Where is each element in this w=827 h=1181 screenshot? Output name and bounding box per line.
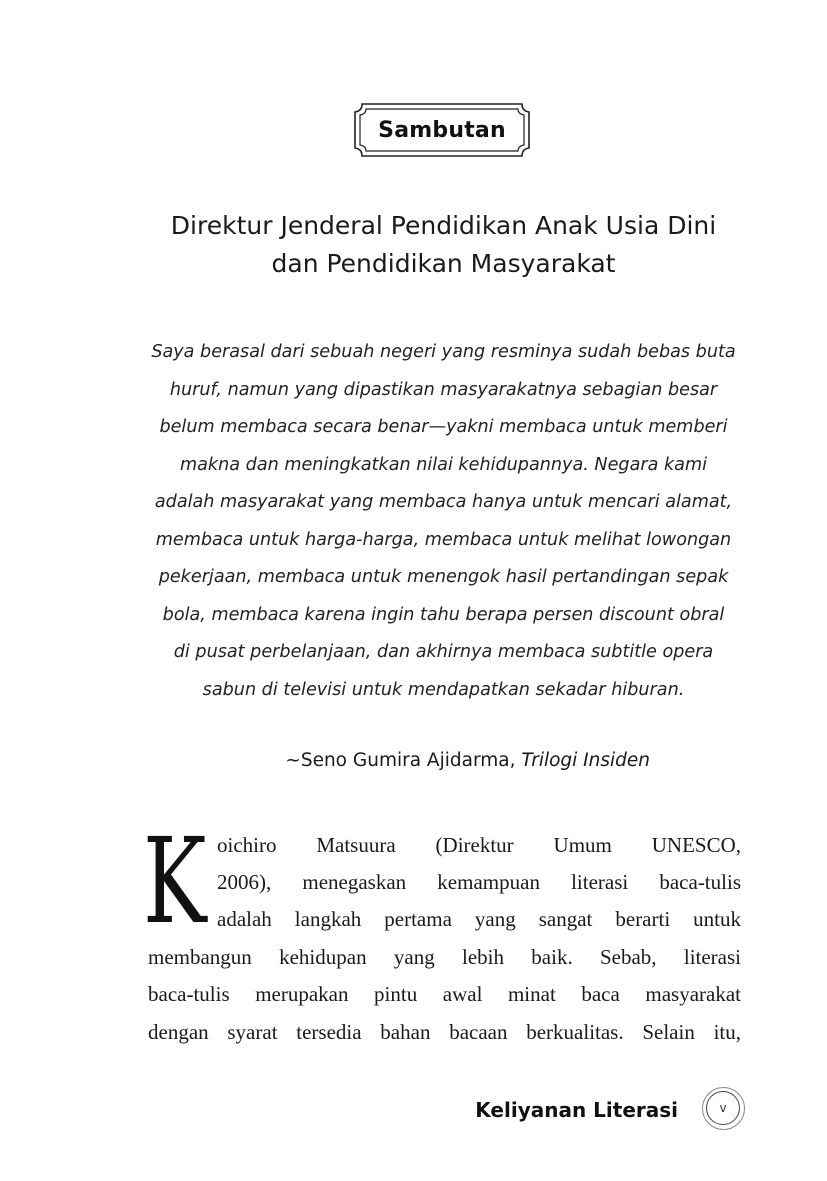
body-line: baca-tulis merupakan pintu awal minat baca masyarakat — [148, 982, 741, 1006]
drop-cap: K — [143, 812, 207, 950]
epigraph-quote — [130, 334, 757, 709]
quote-author: ~Seno Gumira Ajidarma, — [285, 750, 522, 771]
quote-line: Saya berasal dari sebuah negeri yang resminya sudah bebas buta — [151, 342, 736, 362]
body-line: 2006), menegaskan kemampuan literasi baca-tulis — [217, 870, 741, 894]
page-title — [120, 207, 767, 283]
quote-attribution — [200, 744, 650, 778]
body-line: oichiro Matsuura (Direktur Umum UNESCO, — [217, 833, 741, 857]
running-footer-title: Keliyanan Literasi — [475, 1098, 678, 1122]
section-heading-frame — [352, 103, 532, 157]
section-heading: Sambutan — [378, 117, 506, 143]
quote-line: bola, membaca karena ingin tahu berapa persen discount obral — [162, 604, 725, 625]
quote-line: makna dan meningkatkan nilai kehidupannya. Negara kami — [180, 454, 707, 475]
quote-line: belum membaca secara benar—yakni membaca untuk memberi — [159, 417, 728, 437]
title-line-1: Direktur Jenderal Pendidikan Anak Usia Dini — [170, 211, 717, 240]
body-line: membangun kehidupan yang lebih baik. Sebab, literasi — [148, 945, 741, 969]
quote-line: adalah masyarakat yang membaca hanya untuk mencari alamat, — [154, 492, 733, 512]
quote-line: huruf, namun yang dipastikan masyarakatnya sebagian besar — [169, 379, 718, 400]
title-line-2: dan Pendidikan Masyarakat — [271, 249, 616, 278]
body-line: dengan syarat tersedia bahan bacaan berkualitas. Selain itu, — [148, 1020, 741, 1044]
quote-line: membaca untuk harga-harga, membaca untuk melihat lowongan — [155, 529, 732, 550]
page-number: v — [719, 1101, 727, 1115]
page-number-badge — [706, 1091, 740, 1125]
quote-line: di pusat perbelanjaan, dan akhirnya membaca subtitle opera — [173, 642, 714, 662]
quote-line: pekerjaan, membaca untuk menengok hasil pertandingan sepak — [158, 567, 729, 587]
quote-line: sabun di televisi untuk mendapatkan sekadar hiburan. — [202, 679, 685, 700]
quote-work-title: Trilogi Insiden — [521, 750, 650, 771]
body-line: adalah langkah pertama yang sangat berarti untuk — [217, 907, 741, 931]
